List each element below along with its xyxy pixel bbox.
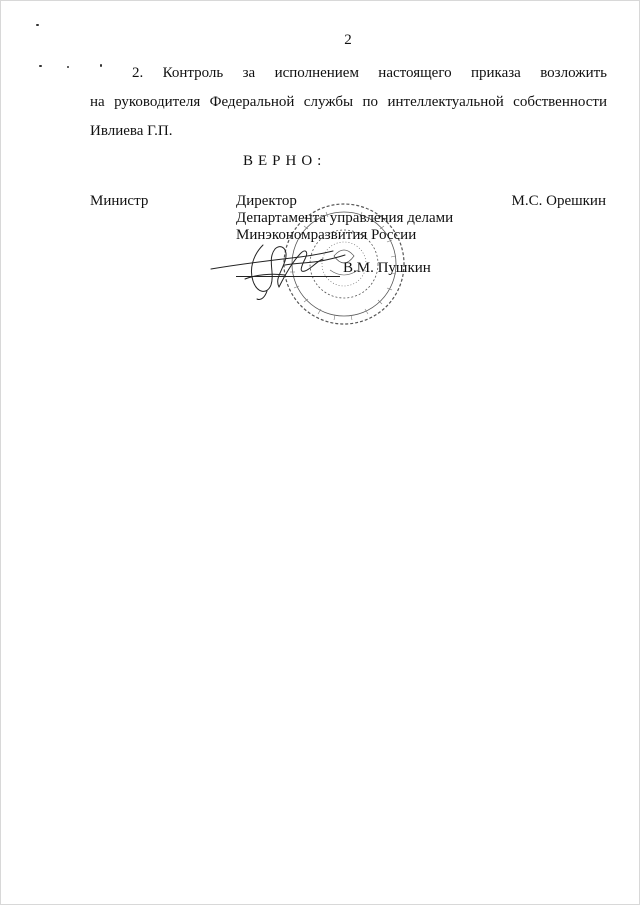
scan-speck	[67, 66, 69, 68]
director-name: В.М. Пушкин	[343, 260, 431, 276]
director-title: Директор	[236, 193, 297, 209]
handwritten-signature	[205, 235, 355, 305]
director-ministry: Минэкономразвития России	[236, 227, 417, 243]
order-paragraph	[90, 59, 607, 146]
director-department: Департамента управления делами	[236, 210, 454, 226]
scan-speck	[39, 65, 42, 67]
paragraph-line: Ивлиева Г.П.	[90, 123, 173, 139]
paragraph-line: 2. Контроль за исполнением настоящего приказа возложить	[132, 65, 607, 81]
verno-heading: ВЕРНО:	[243, 153, 327, 169]
paragraph-line: на руководителя Федеральной службы по интеллектуальной собственности	[90, 94, 607, 110]
minister-name: М.С. Орешкин	[511, 193, 606, 209]
minister-title: Министр	[90, 193, 149, 209]
scan-speck	[36, 24, 39, 26]
page-number: 2	[344, 32, 352, 48]
